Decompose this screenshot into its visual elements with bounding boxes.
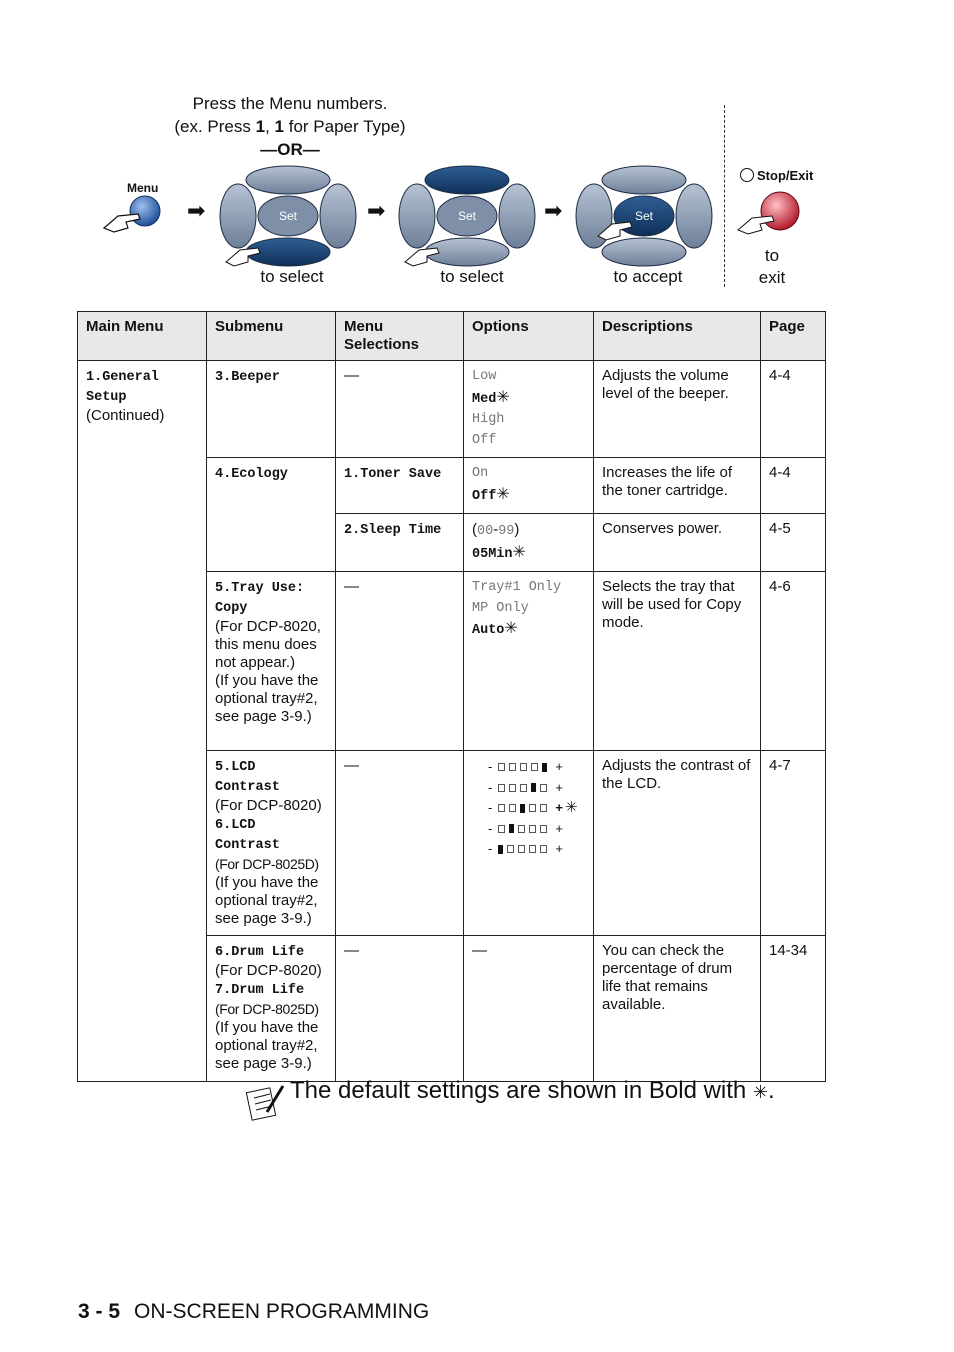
options-cell: Tray#1 Only MP Only Auto✳: [464, 572, 594, 751]
caption-to-accept: to accept: [613, 267, 683, 286]
note-pencil-icon: [245, 1082, 285, 1122]
menu-key-label: Menu: [127, 181, 159, 195]
default-settings-note: The default settings are shown in Bold with ✳.: [290, 1077, 775, 1104]
contrast-box: [509, 824, 514, 833]
page-footer: [78, 1300, 429, 1324]
contrast-box: [540, 825, 547, 833]
selection-cell: 1.Toner Save: [336, 458, 464, 514]
svg-text:Set: Set: [634, 209, 654, 223]
description-cell: Conserves power.: [594, 514, 761, 572]
selection-cell: —: [336, 361, 464, 458]
options-cell: Low Med✳ High Off: [464, 361, 594, 458]
navigation-pad-icon: [218, 164, 358, 268]
options-cell: —: [464, 936, 594, 1082]
header-descriptions: Descriptions: [594, 312, 761, 361]
contrast-box: [518, 845, 525, 853]
page-cell: 4-5: [761, 514, 826, 572]
default-star-icon: ✳: [496, 388, 510, 406]
page-cell: 4-6: [761, 572, 826, 751]
contrast-box: [498, 804, 505, 812]
description-cell: You can check the percentage of drum life that remains available.: [594, 936, 761, 1082]
contrast-box: [529, 825, 536, 833]
selection-cell: —: [336, 936, 464, 1082]
default-star-icon: ✳: [512, 543, 526, 561]
submenu-cell: 5.Tray Use: Copy (For DCP-8020, this menu does not appear.) (If you have the optional tray#2, see page 3-9.): [207, 572, 336, 751]
description-cell: Selects the tray that will be used for Copy mode.: [594, 572, 761, 751]
contrast-box: [520, 784, 527, 792]
menu-table: [77, 311, 826, 1082]
selection-cell: —: [336, 751, 464, 936]
table-header-row: [78, 312, 826, 361]
caption-to-exit: to exit: [758, 246, 786, 287]
contrast-box: [520, 763, 527, 771]
options-cell: (00-99) 05Min✳: [464, 514, 594, 572]
section-title: ON-SCREEN PROGRAMMING: [134, 1300, 430, 1323]
selection-cell: 2.Sleep Time: [336, 514, 464, 572]
dashed-divider: [724, 105, 725, 287]
contrast-box: [498, 825, 505, 833]
page-cell: 14-34: [761, 936, 826, 1082]
stop-exit-key-icon: [734, 190, 804, 238]
submenu-cell: 6.Drum Life (For DCP-8020) 7.Drum Life (For DCP-8025D) (If you have the optional tray#2, see page 3-9.): [207, 936, 336, 1082]
submenu-cell: 5.LCD Contrast (For DCP-8020) 6.LCD Contrast (For DCP-8025D) (If you have the optional tray#2, see page 3-9.): [207, 751, 336, 936]
instruction-text: [140, 92, 440, 161]
options-cell: On Off✳: [464, 458, 594, 514]
contrast-box: [520, 804, 525, 813]
or-separator: —OR—: [260, 140, 320, 159]
instruction-line-2: (ex. Press 1, 1 for Paper Type): [174, 117, 406, 136]
contrast-level: - +: [488, 759, 563, 775]
contrast-box: [509, 804, 516, 812]
description-cell: Increases the life of the toner cartridge.: [594, 458, 761, 514]
contrast-box: [509, 763, 516, 771]
contrast-box: [498, 763, 505, 771]
contrast-box: [540, 804, 547, 812]
header-options: Options: [464, 312, 594, 361]
submenu-cell: 4.Ecology: [207, 458, 336, 572]
contrast-box: [540, 845, 547, 853]
contrast-box: [542, 763, 547, 772]
menu-key-icon: [100, 192, 164, 236]
table-row: [78, 361, 826, 458]
description-cell: Adjusts the contrast of the LCD.: [594, 751, 761, 936]
stop-exit-label: Stop/Exit: [740, 168, 813, 183]
contrast-box: [507, 845, 514, 853]
default-star-icon: ✳: [504, 620, 518, 637]
caption-to-select-1: to select: [260, 267, 324, 286]
contrast-level: - +: [488, 841, 563, 857]
submenu-cell: 3.Beeper: [207, 361, 336, 458]
contrast-box: [518, 825, 525, 833]
arrow-right-icon: ➡: [544, 198, 563, 223]
stop-icon: [740, 168, 754, 182]
contrast-box: [540, 784, 547, 792]
default-star-icon: ✳: [752, 1082, 769, 1102]
header-submenu: Submenu: [207, 312, 336, 361]
contrast-box: [498, 845, 503, 854]
options-cell: [464, 751, 594, 936]
default-star-icon: ✳: [564, 799, 578, 817]
svg-text:Set: Set: [457, 209, 477, 223]
header-menu-selections: Menu Selections: [336, 312, 464, 361]
instruction-line-1: Press the Menu numbers.: [192, 94, 388, 113]
main-menu-cell: 1.General Setup (Continued): [78, 361, 207, 1082]
arrow-right-icon: ➡: [367, 198, 386, 223]
description-cell: Adjusts the volume level of the beeper.: [594, 361, 761, 458]
header-page: Page: [761, 312, 826, 361]
contrast-box: [531, 783, 536, 792]
caption-to-select-2: to select: [440, 267, 504, 286]
navigation-pad-icon: [574, 164, 714, 268]
navigation-pad-icon: [397, 164, 537, 268]
contrast-box: [498, 784, 505, 792]
contrast-box: [529, 845, 536, 853]
contrast-box: [529, 804, 536, 812]
header-main-menu: Main Menu: [78, 312, 207, 361]
page-cell: 4-4: [761, 458, 826, 514]
contrast-box: [509, 784, 516, 792]
contrast-level-list: [488, 757, 585, 860]
page-number: 3 - 5: [78, 1300, 121, 1323]
contrast-box: [531, 763, 538, 771]
contrast-level: - +: [488, 779, 563, 795]
page-cell: 4-4: [761, 361, 826, 458]
page-cell: 4-7: [761, 751, 826, 936]
arrow-right-icon: ➡: [187, 198, 206, 223]
default-star-icon: ✳: [496, 485, 510, 503]
selection-cell: —: [336, 572, 464, 751]
contrast-level: - + ✳: [488, 799, 578, 817]
contrast-level: - +: [488, 820, 563, 836]
svg-text:Set: Set: [278, 209, 298, 223]
